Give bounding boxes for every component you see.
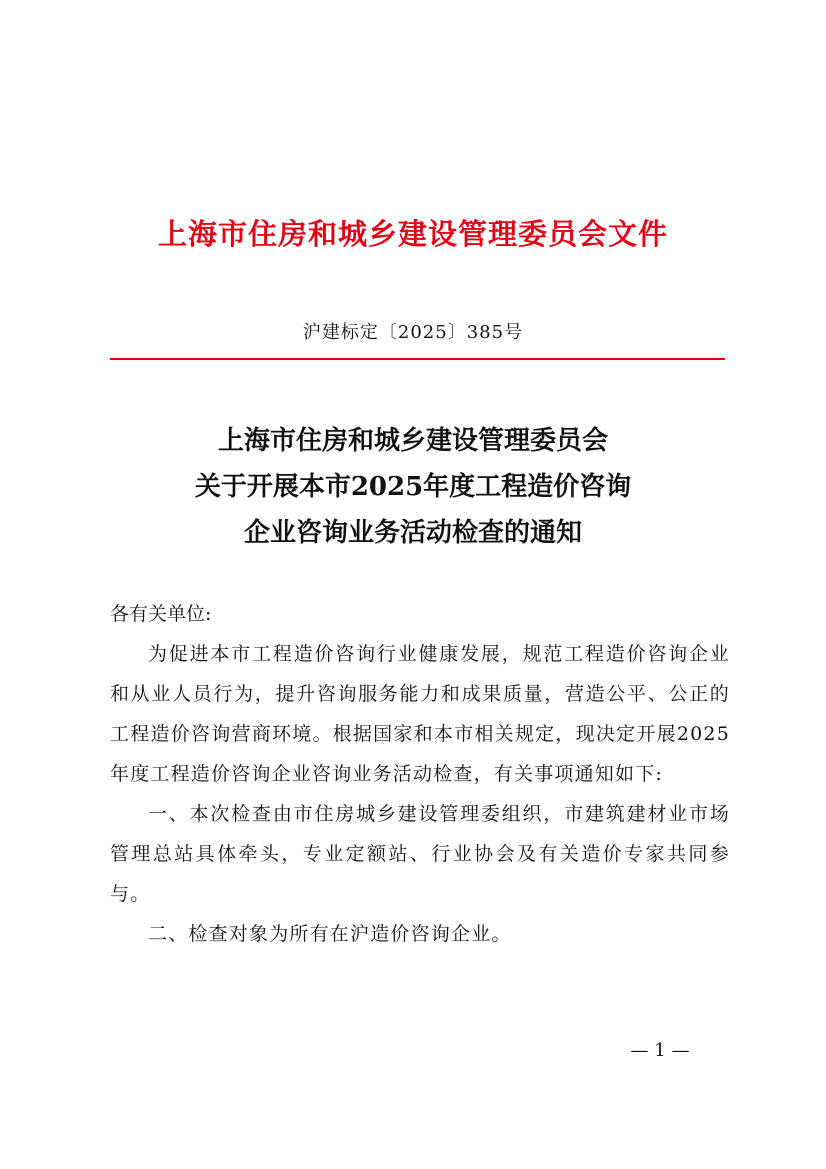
- document-title: [0, 418, 826, 556]
- document-number: 沪建标定〔2025〕385号: [302, 322, 524, 343]
- title-line-3: 企业咨询业务活动检查的通知: [243, 518, 582, 548]
- red-separator-line: [110, 358, 725, 360]
- paragraph-intro: 为促进本市工程造价咨询行业健康发展，规范工程造价咨询企业和从业人员行为，提升咨询服务能力和成果质量，营造公平、公正的工程造价咨询营商环境。根据国家和本市相关规定，现决定开展2025年度工程造价咨询企业咨询业务活动检查，有关事项通知如下:: [110, 643, 730, 785]
- document-body: [110, 594, 730, 954]
- title-line-1: 上海市住房和城乡建设管理委员会: [217, 426, 608, 456]
- salutation: 各有关单位:: [110, 603, 212, 625]
- paragraph-item-1: 一、本次检查由市住房城乡建设管理委组织，市建筑建材业市场管理总站具体牵头，专业定额站、行业协会及有关造价专家共同参与。: [110, 803, 730, 905]
- title-line-2: 关于开展本市2025年度工程造价咨询: [194, 472, 632, 502]
- page-number: — 1 —: [630, 1040, 690, 1061]
- paragraph-item-2: 二、检查对象为所有在沪造价咨询企业。: [148, 923, 512, 945]
- issuing-authority-header: 上海市住房和城乡建设管理委员会文件: [157, 217, 668, 251]
